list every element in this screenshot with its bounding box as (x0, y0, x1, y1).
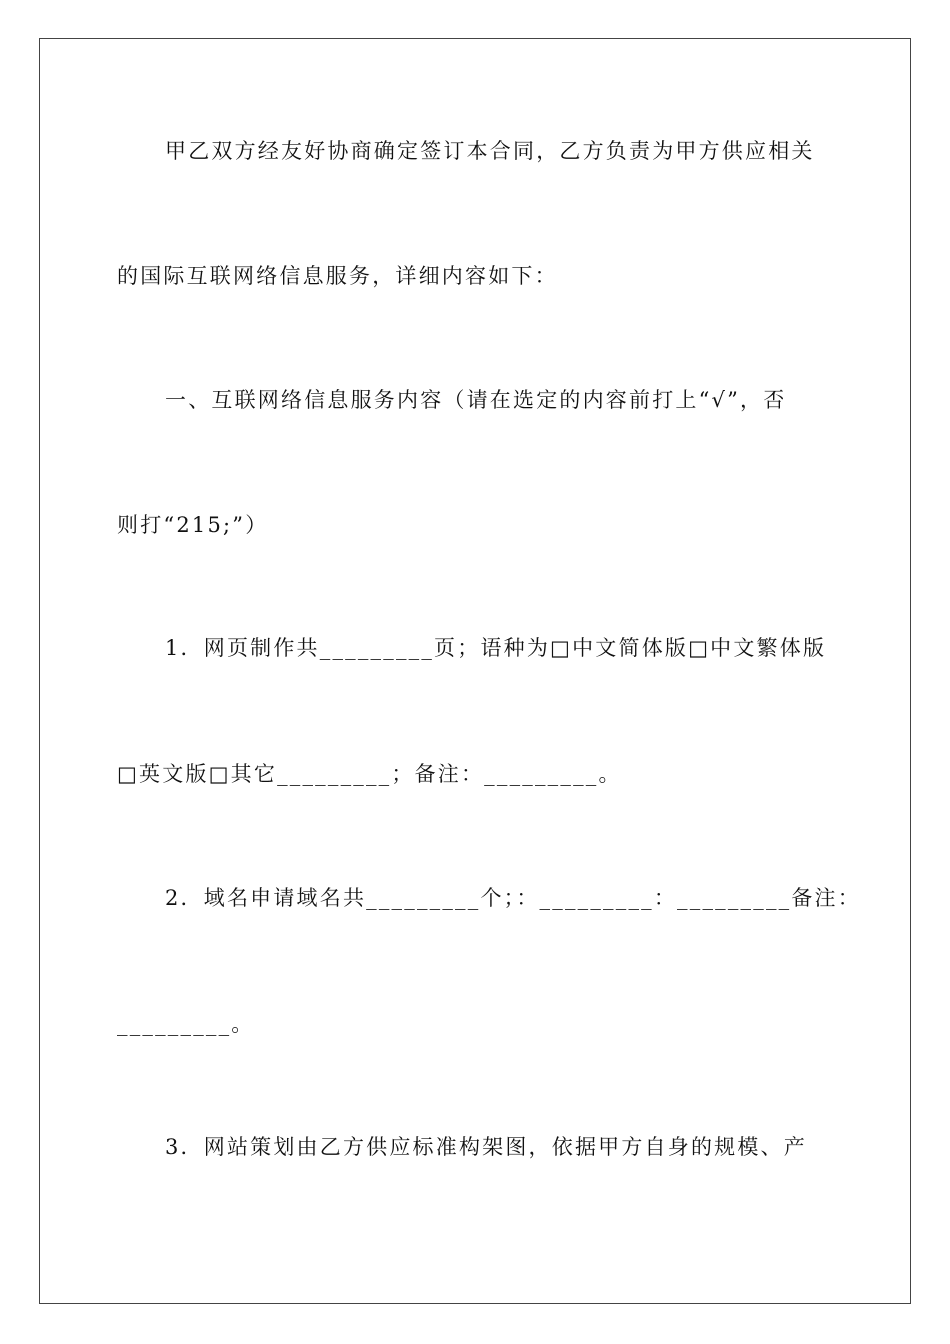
paragraph-intro-line-1: 甲乙双方经友好协商确定签订本合同，乙方负责为甲方供应相关 (165, 139, 815, 163)
item-1-line-2: □英文版□其它_________；备注：_________。 (117, 762, 622, 786)
paragraph-intro-line-2: 的国际互联网络信息服务，详细内容如下： (117, 264, 558, 288)
item-2-line-1: 2．域名申请域名共_________个；：_________：_________备注： (165, 886, 861, 910)
page-frame (39, 38, 911, 1304)
section-1-heading-line-1: 一、互联网络信息服务内容（请在选定的内容前打上“√”，否 (165, 388, 787, 412)
item-2-line-2: _________。 (117, 1012, 255, 1036)
section-1-heading-line-2: 则打“215;”） (117, 513, 269, 537)
item-3-line-1: 3．网站策划由乙方供应标准构架图，依据甲方自身的规模、产 (165, 1135, 807, 1159)
item-1-line-1: 1．网页制作共_________页；语种为□中文简体版□中文繁体版 (165, 636, 827, 660)
